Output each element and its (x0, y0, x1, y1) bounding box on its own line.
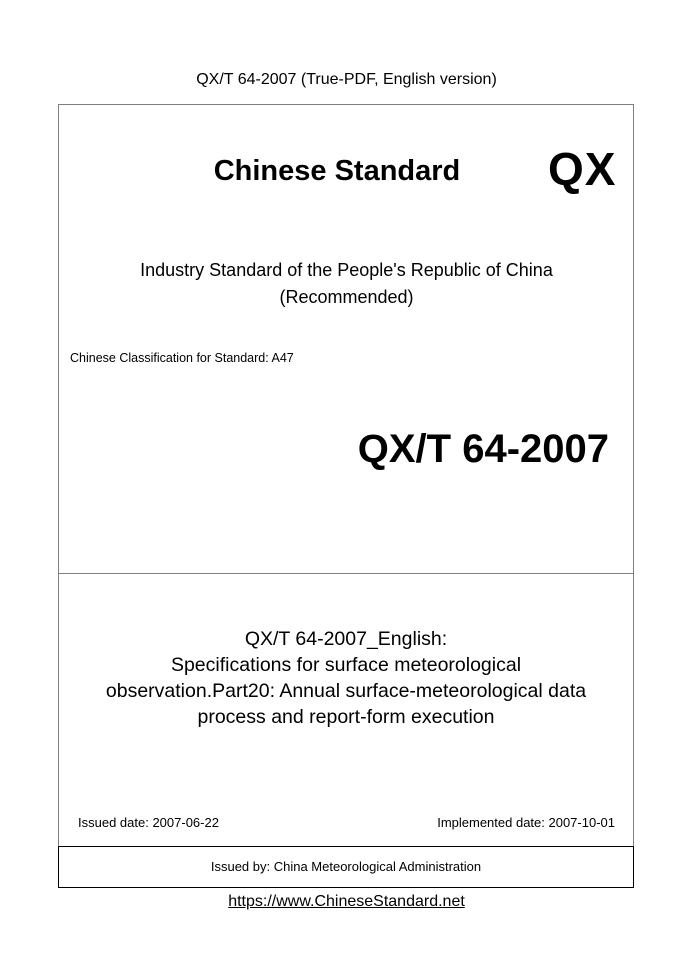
title-line: Specifications for surface meteorological (170, 654, 522, 676)
classification-line: Chinese Classification for Standard: A47 (70, 351, 294, 365)
standard-name: Chinese Standard (213, 155, 461, 187)
issuer-text: Issued by: China Meteorological Administration (210, 859, 482, 874)
footer (0, 893, 693, 911)
title-line: QX/T 64-2007_English: (244, 628, 448, 650)
website-link[interactable]: https://www.ChineseStandard.net (228, 893, 465, 910)
title-line: observation.Part20: Annual surface-meteorological data (105, 680, 587, 702)
implemented-date: Implemented date: 2007-10-01 (437, 815, 615, 830)
industry-standard-line: Industry Standard of the People's Republic of China (140, 260, 553, 280)
title-line: process and report-form execution (197, 706, 495, 728)
issuer-box (58, 846, 634, 888)
recommended-line: (Recommended) (279, 287, 414, 307)
standard-mark: QX (548, 143, 617, 195)
issued-date: Issued date: 2007-06-22 (78, 815, 219, 830)
document-title (58, 626, 634, 730)
document-header: QX/T 64-2007 (True-PDF, English version) (196, 71, 497, 88)
standard-code: QX/T 64-2007 (357, 427, 609, 471)
